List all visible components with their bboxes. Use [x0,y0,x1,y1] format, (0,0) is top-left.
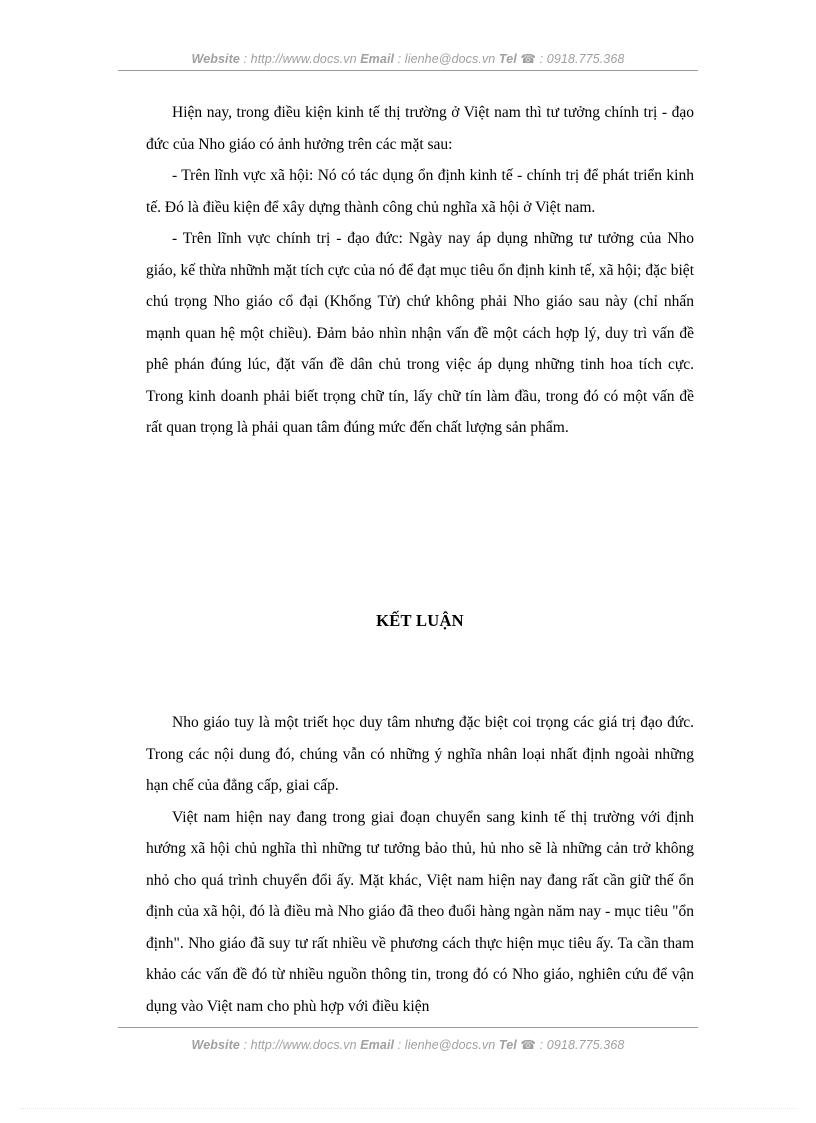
paragraph: Hiện nay, trong điều kiện kinh tế thị trường ở Việt nam thì tư tưởng chính trị - đạo đức của Nho giáo có ảnh hưởng trên các mặt sau: [146,104,694,153]
header-rule [118,70,698,71]
page-edge-dots [20,1108,796,1109]
footer-rule [118,1027,698,1028]
email-address[interactable]: : lienhe@docs.vn [394,1038,499,1052]
conclusion-body [146,707,694,1022]
page-footer [118,1037,698,1052]
paragraph: - Trên lĩnh vực xã hội: Nó có tác dụng ổn định kinh tế - chính trị để phát triển kinh tế. Đó là điều kiện để xây dựng thành công chủ nghĩa xã hội ở Việt nam. [146,167,694,216]
paragraph: - Trên lĩnh vực chính trị - đạo đức: Ngày nay áp dụng những tư tưởng của Nho giáo, kế thừa nhữnh mặt tích cực của nó để đạt mục tiêu ổn định kinh tế, xã hội; đặc biệt chú trọng Nho giáo cổ đại (Khổng Tử) chứ không phải Nho giáo sau này (chỉ nhấn mạnh quan hệ một chiều). Đảm bảo nhìn nhận vấn đề một cách hợp lý, duy trì vấn đề phê phán đúng lúc, đặt vấn đề dân chủ trong việc áp dụng những tinh hoa tích cực. Trong kinh doanh phải biết trọng chữ tín, lấy chữ tín làm đầu, trong đó có một vấn đề rất quan trọng là phải quan tâm đúng mức đến chất lượng sản phẩm. [146,230,694,436]
tel-number: ☎ : 0918.775.368 [516,52,625,66]
page-header [118,51,698,66]
website-url[interactable]: : http://www.docs.vn [239,1038,361,1052]
tel-number: ☎ : 0918.775.368 [516,1038,625,1052]
website-label: Website [191,52,240,66]
section-body [146,97,694,444]
email-label: Email [360,1038,395,1052]
email-label: Email [360,52,395,66]
tel-label: Tel [498,1038,517,1052]
section-title: KẾT LUẬN [376,611,464,630]
website-url[interactable]: : http://www.docs.vn [239,52,361,66]
email-address[interactable]: : lienhe@docs.vn [394,52,499,66]
tel-label: Tel [498,52,517,66]
paragraph: Nho giáo tuy là một triết học duy tâm nhưng đặc biệt coi trọng các giá trị đạo đức. Trong các nội dung đó, chúng vẫn có những ý nghĩa nhân loại nhất định ngoài những hạn chế của đẳng cấp, giai cấp. [146,714,694,794]
website-label: Website [191,1038,240,1052]
paragraph: Việt nam hiện nay đang trong giai đoạn chuyển sang kinh tế thị trường với định hướng xã hội chủ nghĩa thì những tư tưởng bảo thủ, hủ nho sẽ là những cản trở không nhỏ cho quá trình chuyển đổi ấy. Mặt khác, Việt nam hiện nay đang rất cần giữ thế ổn định của xã hội, đó là điều mà Nho giáo đã theo đuổi hàng ngàn năm nay - mục tiêu "ổn định". Nho giáo đã suy tư rất nhiều về phương cách thực hiện mục tiêu ấy. Ta cần tham khảo các vấn đề đó từ nhiều nguồn thông tin, trong đó có Nho giáo, nghiên cứu để vận dụng vào Việt nam cho phù hợp với điều kiện [146,808,694,1015]
